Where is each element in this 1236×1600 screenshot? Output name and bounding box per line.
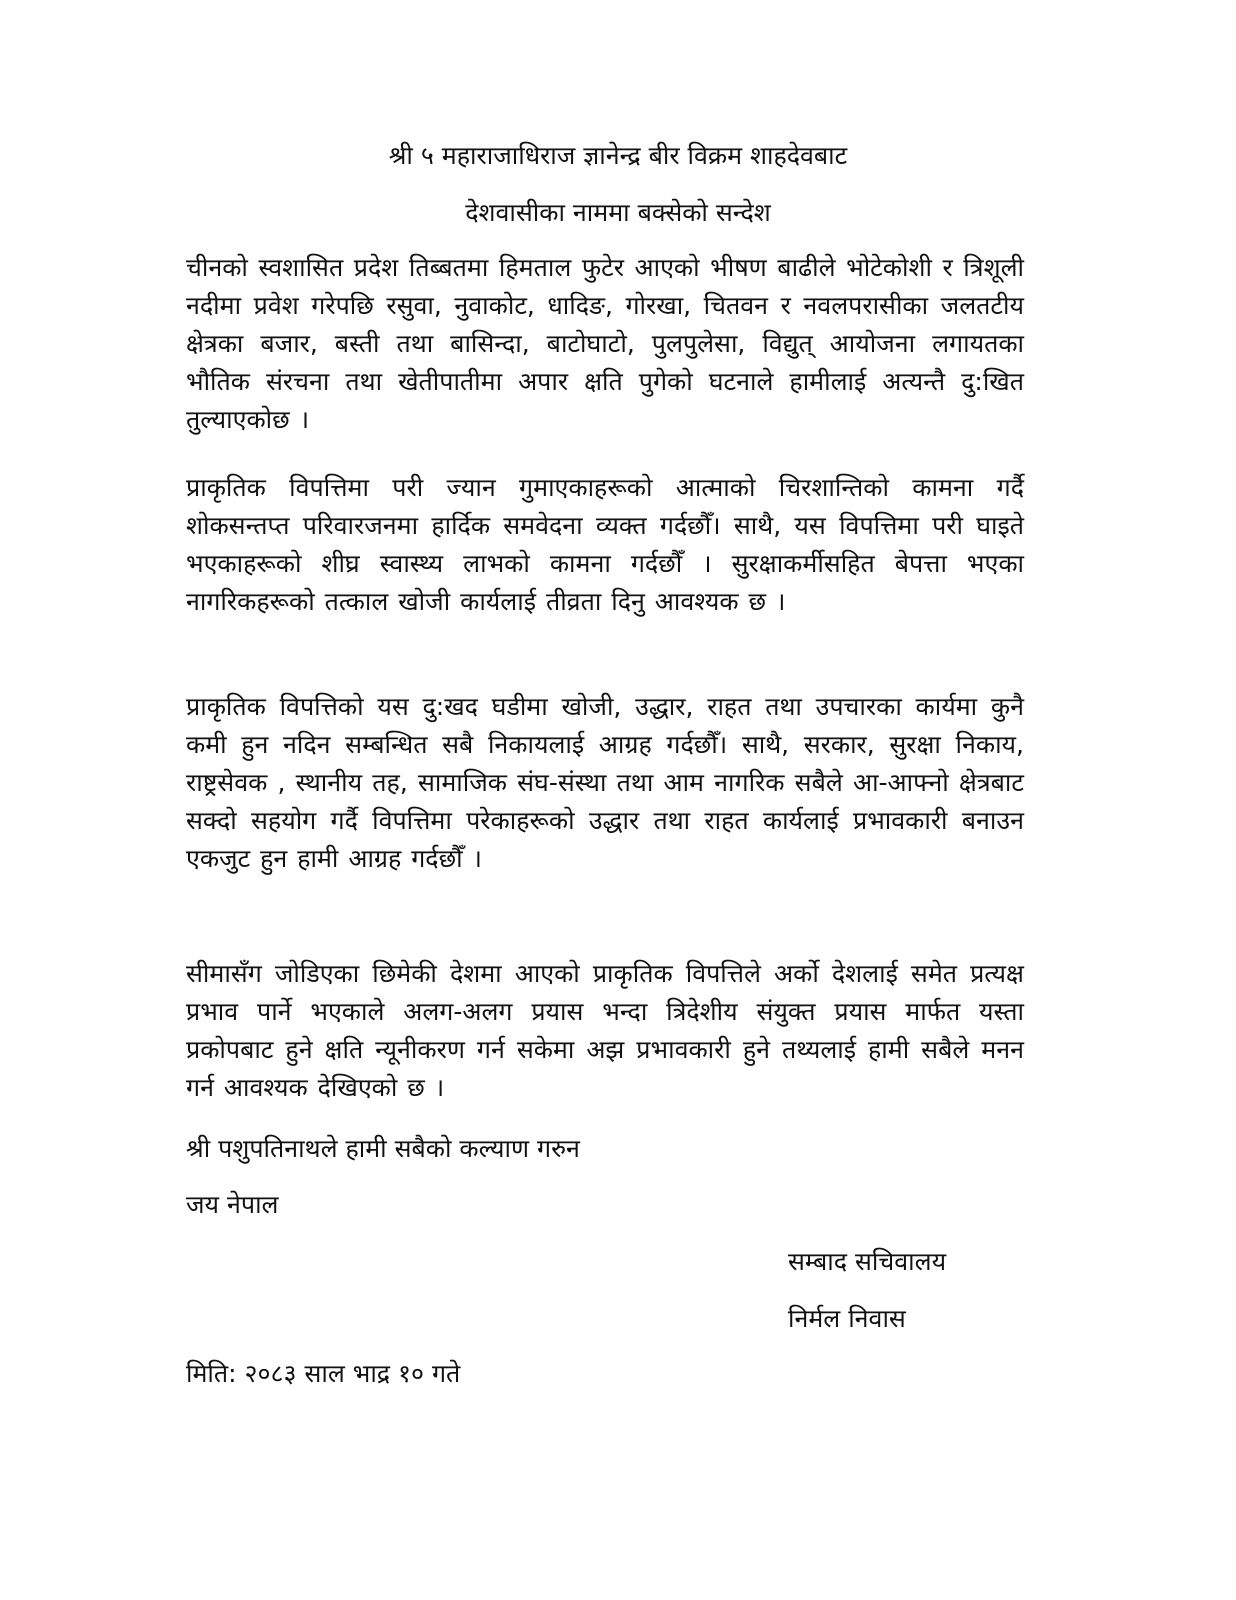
paragraph-rescue-appeal: प्राकृतिक विपत्तिको यस दु:खद घडीमा खोजी, उद्धार, राहत तथा उपचारका कार्यमा कुनै कमी हुन नदिन सम्बन्धित सबै निकायलाई आग्रह गर्दछौँ। साथै, सरकार, सुरक्षा निकाय, राष्ट्रसेवक , स्थानीय तह, सामाजिक संघ-संस्था तथा आम नागरिक सबैले आ-आफ्नो क्षेत्रबाट सक्दो सहयोग गर्दै विपत्तिमा परेकाहरूको उद्धार तथा राहत कार्यलाई प्रभावकारी बनाउन एकजुट हुन हामी आग्रह गर्दछौँ । xyxy=(186,692,1024,873)
document-date: मिति: २०८३ साल भाद्र १० गते xyxy=(186,1359,461,1388)
heading-line-1: श्री ५ महाराजाधिराज ज्ञानेन्द्र बीर विक्रम शाहदेवबाट xyxy=(388,141,848,170)
paragraph-trilateral-effort: सीमासँग जोडिएका छिमेकी देशमा आएको प्राकृतिक विपत्तिले अर्को देशलाई समेत प्रत्यक्ष प्रभाव पार्ने भएकाले अलग-अलग प्रयास भन्दा त्रिदेशीय संयुक्त प्रयास मार्फत यस्ता प्रकोपबाट हुने क्षति न्यूनीकरण गर्न सकेमा अझ प्रभावकारी हुने तथ्यलाई हामी सबैले मनन गर्न आवश्यक देखिएको छ । xyxy=(186,959,1024,1102)
heading-line-2: देशवासीका नाममा बक्सेको सन्देश xyxy=(465,198,771,227)
signature-office: सम्बाद सचिवालय xyxy=(788,1247,947,1276)
paragraph-condolence: प्राकृतिक विपत्तिमा परी ज्यान गुमाएकाहरूको आत्माको चिरशान्तिको कामना गर्दै शोकसन्तप्त परिवारजनमा हार्दिक समवेदना व्यक्त गर्दछौँ। साथै, यस विपत्तिमा परी घाइते भएकाहरूको शीघ्र स्वास्थ्य लाभको कामना गर्दछौँ । सुरक्षाकर्मीसहित बेपत्ता भएका नागरिकहरूको तत्काल खोजी कार्यलाई तीव्रता दिनु आवश्यक छ । xyxy=(186,473,1024,616)
paragraph-flood-impact: चीनको स्वशासित प्रदेश तिब्बतमा हिमताल फुटेर आएको भीषण बाढीले भोटेकोशी र त्रिशूली नदीमा प्रवेश गरेपछि रसुवा, नुवाकोट, धादिङ, गोरखा, चितवन र नवलपरासीका जलतटीय क्षेत्रका बजार, बस्ती तथा बासिन्दा, बाटोघाटो, पुलपुलेसा, विद्युत् आयोजना लगायतका भौतिक संरचना तथा खेतीपातीमा अपार क्षति पुगेको घटनाले हामीलाई अत्यन्तै दु:खित तुल्याएकोछ । xyxy=(186,253,1024,434)
signature-residence: निर्मल निवास xyxy=(788,1304,906,1333)
closing-salute: जय नेपाल xyxy=(186,1190,279,1219)
closing-blessing: श्री पशुपतिनाथले हामी सबैको कल्याण गरुन xyxy=(186,1134,580,1163)
